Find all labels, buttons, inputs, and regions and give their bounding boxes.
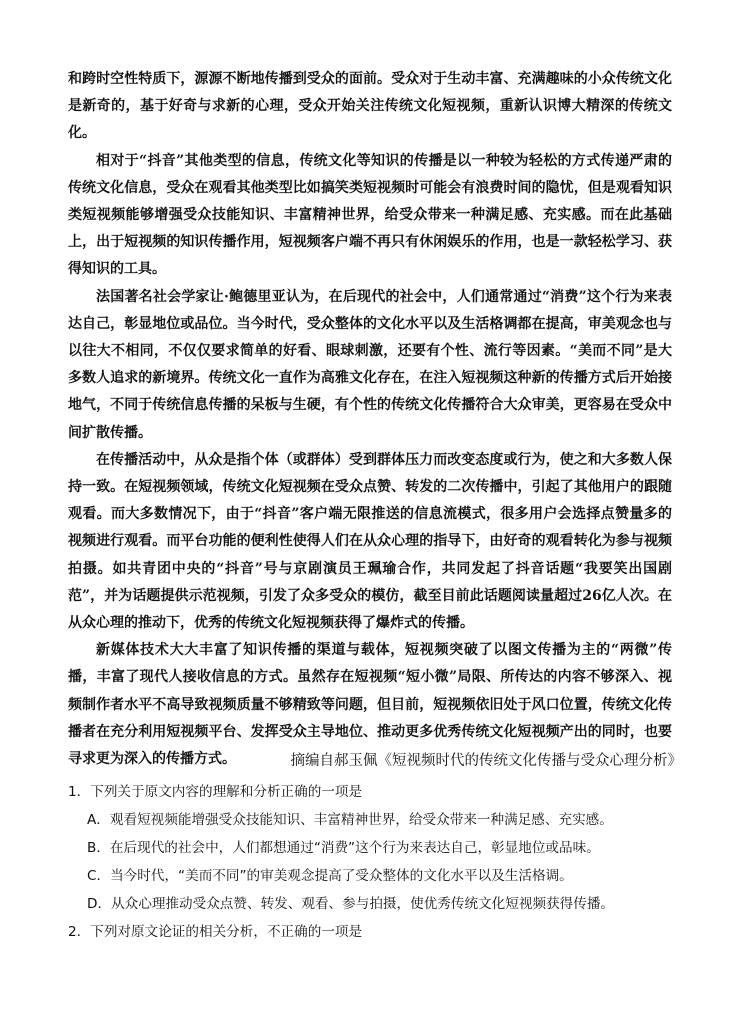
question-1-option-a: A．观看短视频能增强受众技能知识、丰富精神世界，给受众带来一种满足感、充实感。 — [87, 812, 613, 828]
passage-source: 摘编自郝玉佩《短视频时代的传统文化传播与受众心理分析》 — [290, 753, 682, 769]
question-list — [68, 778, 688, 946]
passage-paragraph-5: 新媒体技术大大丰富了知识传播的渠道与载体，短视频突破了以图文传播为主的“两微”传播，丰富了现代人接收信息的方式。虽然存在短视频“短小微”局限、所传达的内容不够深入、视频制作者水平不高导致视频质量不够精致等问题，但目前，短视频依旧处于风口位置，传统文化传播者在充分利用短视频平台、发挥受众主导地位、推动更多优秀传统文化短视频产出的同时，也要寻求更为深入的传播方式。 — [68, 642, 672, 768]
passage-paragraph-1: 和跨时空性特质下，源源不断地传播到受众的面前。受众对于生动丰富、充满趣味的小众传统文化是新奇的，基于好奇与求新的心理，受众开始关注传统文化短视频，重新认识博大精深的传统文化。 — [68, 71, 672, 142]
passage-body — [68, 66, 672, 773]
passage-paragraph-4: 在传播活动中，从众是指个体（或群体）受到群体压力而改变态度或行为，使之和大多数人保持一致。在短视频领域，传统文化短视频在受众点赞、转发的二次传播中，引起了其他用户的跟随观看。而大多数情况下，由于“抖音”客户端无限推送的信息流模式，很多用户会选择点赞量多的视频进行观看。而平台功能的便利性使得人们在从众心理的指导下，由好奇的观看转化为参与视频拍摄。如共青团中央的“抖音”号与京剧演员王珮瑜合作，共同发起了抖音话题“我要笑出国剧范”，并为话题提供示范视频，引发了众多受众的模仿，截至目前此话题阅读量超过26亿人次。在从众心理的推动下，优秀的传统文化短视频获得了爆炸式的传播。 — [68, 451, 672, 632]
question-2-stem: 2．下列对原文论证的相关分析，不正确的一项是 — [68, 924, 363, 940]
question-1-option-c: C．当今时代，“美而不同”的审美观念提高了受众整体的文化水平以及生活格调。 — [87, 868, 573, 884]
question-1-stem: 1．下列关于原文内容的理解和分析正确的一项是 — [68, 784, 363, 800]
question-1-option-b: B．在后现代的社会中，人们都想通过“消费”这个行为来表达自己，彰显地位或品味。 — [87, 840, 600, 856]
question-1-option-d: D．从众心理推动受众点赞、转发、观看、参与拍摄，使优秀传统文化短视频获得传播。 — [87, 896, 615, 912]
passage-paragraph-3: 法国著名社会学家让·鲍德里亚认为，在后现代的社会中，人们通常通过“消费”这个行为来表达自己，彰显地位或品位。当今时代，受众整体的文化水平以及生活格调都在提高，审美观念也与以往大不相同，不仅仅要求简单的好看、眼球刺激，还要有个性、流行等因素。“美而不同”是大多数人追求的新境界。传统文化一直作为高雅文化存在，在注入短视频这种新的传播方式后开始接地气，不同于传统信息传播的呆板与生硬，有个性的传统文化传播符合大众审美，更容易在受众中间扩散传播。 — [68, 288, 672, 441]
passage-paragraph-2: 相对于“抖音”其他类型的信息，传统文化等知识的传播是以一种较为轻松的方式传递严肃的传统文化信息，受众在观看其他类型比如搞笑类短视频时可能会有浪费时间的隐忧，但是观看知识类短视频能够增强受众技能知识、丰富精神世界，给受众带来一种满足感、充实感。而在此基础上，出于短视频的知识传播作用，短视频客户端不再只有休闲娱乐的作用，也是一款轻松学习、获得知识的工具。 — [68, 152, 672, 278]
